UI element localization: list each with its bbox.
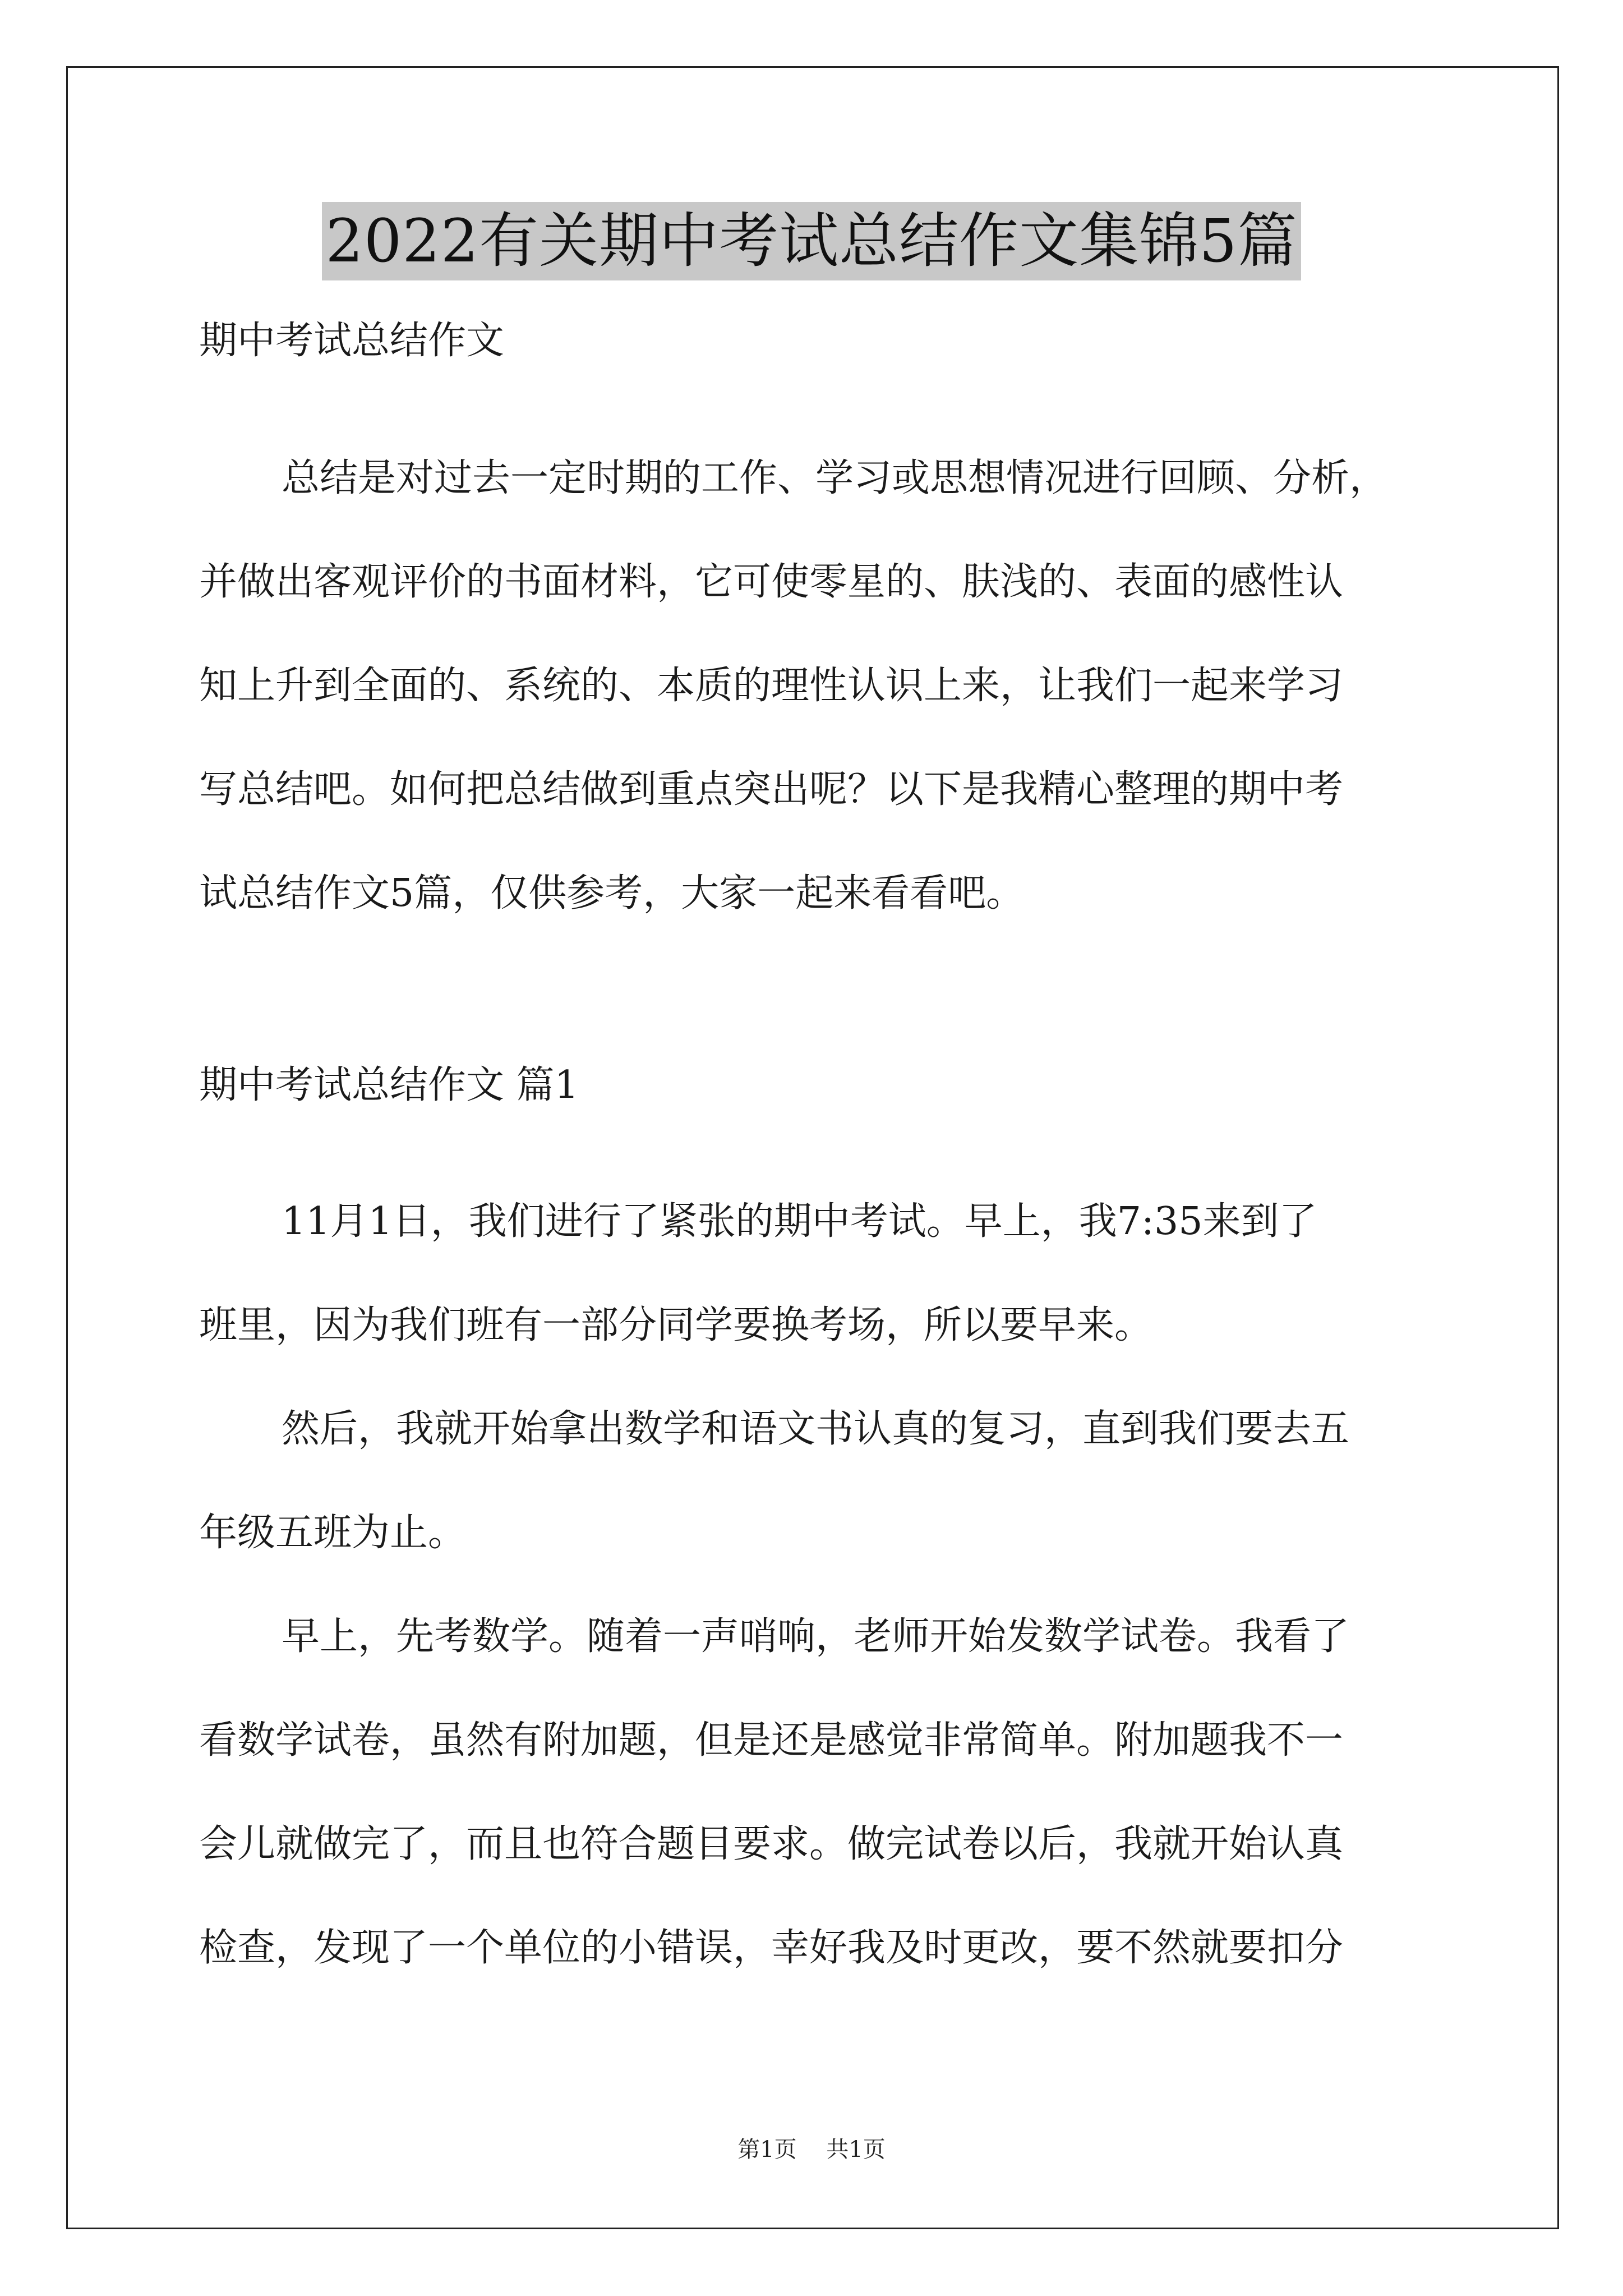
- page-total: 共1页: [826, 2137, 886, 2162]
- section-line: 检查，发现了一个单位的小错误，幸好我及时更改，要不然就要扣分: [199, 1926, 1344, 1970]
- title-container: [0, 202, 1623, 280]
- section-line: 然后，我就开始拿出数学和语文书认真的复习，直到我们要去五: [282, 1407, 1350, 1451]
- intro-line: 并做出客观评价的书面材料，它可使零星的、肤浅的、表面的感性认: [199, 560, 1344, 604]
- section-line: 看数学试卷，虽然有附加题，但是还是感觉非常简单。附加题我不一: [199, 1718, 1344, 1763]
- section-line: 年级五班为止。: [199, 1511, 467, 1555]
- page-border: [66, 66, 1559, 2229]
- intro-heading: 期中考试总结作文: [199, 319, 505, 363]
- intro-line: 试总结作文5篇，仅供参考，大家一起来看看吧。: [199, 871, 1025, 915]
- section-line: 会儿就做完了，而且也符合题目要求。做完试卷以后，我就开始认真: [199, 1822, 1344, 1866]
- page-number: 第1页: [737, 2137, 797, 2162]
- section-line: 早上，先考数学。随着一声哨响，老师开始发数学试卷。我看了: [282, 1614, 1350, 1659]
- section-heading: 期中考试总结作文 篇1: [199, 1063, 579, 1107]
- document-title: 2022有关期中考试总结作文集锦5篇: [322, 202, 1301, 280]
- intro-line: 知上升到全面的、系统的、本质的理性认识上来，让我们一起来学习: [199, 664, 1344, 708]
- intro-line: 总结是对过去一定时期的工作、学习或思想情况进行回顾、分析，: [282, 456, 1388, 500]
- page-footer: [0, 2132, 1623, 2164]
- section-line: 11月1日，我们进行了紧张的期中考试。早上，我7:35来到了: [282, 1199, 1317, 1244]
- section-line: 班里，因为我们班有一部分同学要换考场，所以要早来。: [199, 1303, 1153, 1347]
- intro-line: 写总结吧。如何把总结做到重点突出呢？以下是我精心整理的期中考: [199, 767, 1344, 812]
